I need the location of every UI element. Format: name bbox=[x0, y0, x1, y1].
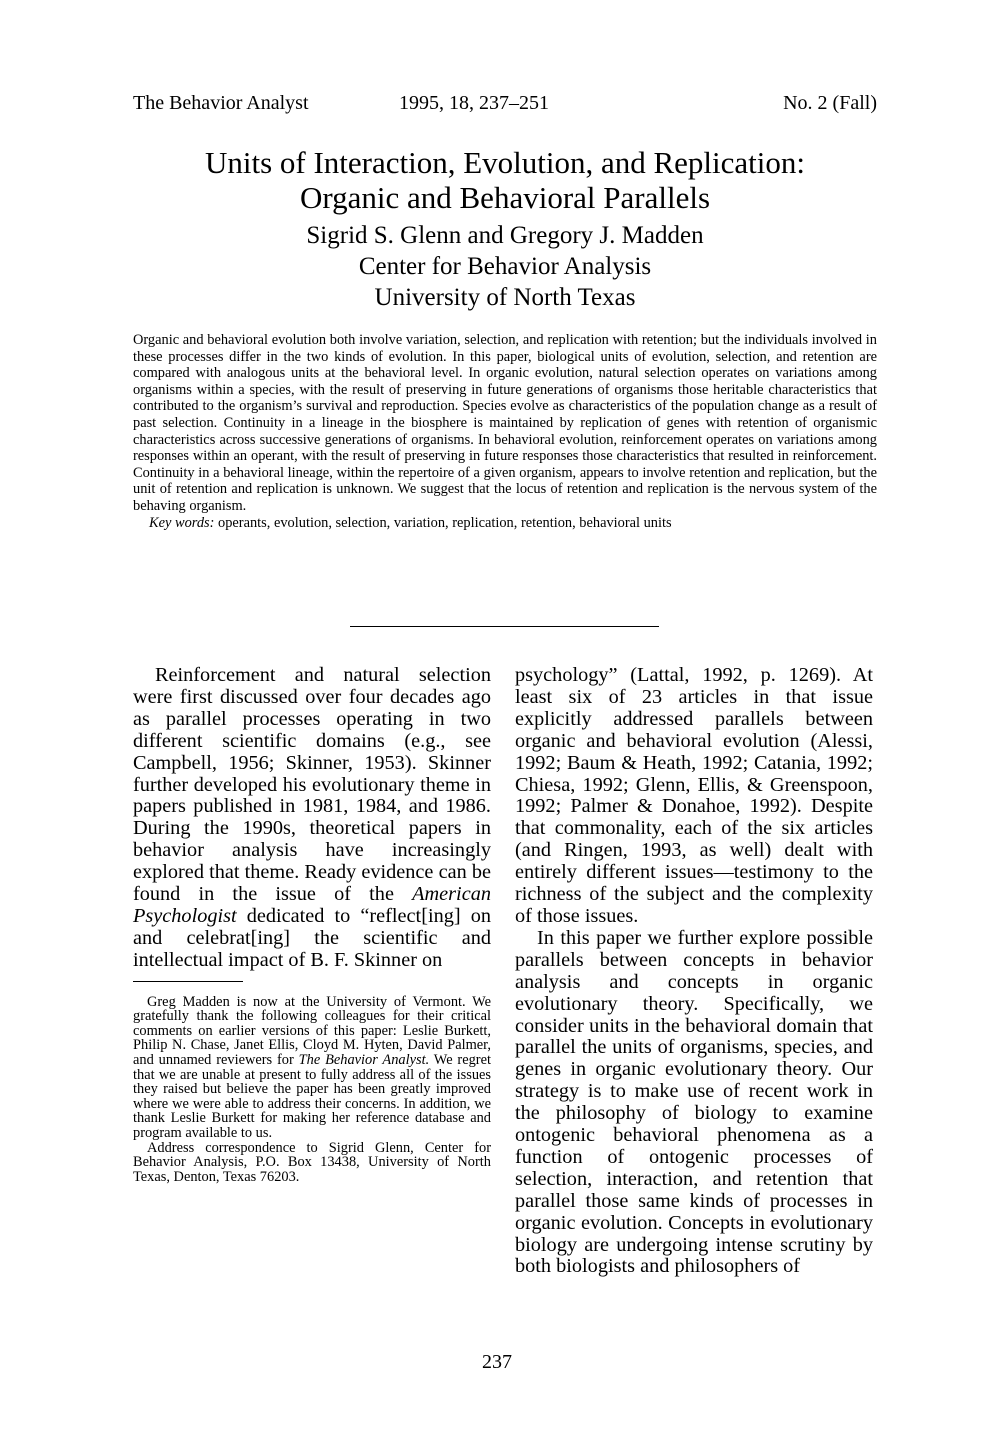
author-names: Sigrid S. Glenn and Gregory J. Madden bbox=[306, 222, 704, 249]
body-paragraph bbox=[133, 665, 491, 972]
footnote-acknowledgment bbox=[133, 995, 491, 1141]
footnote-ack-pre: Greg Madden is now at the University of Vermont. We gratefully thank the following colleagues for their critical comments on earlier versions of this paper: Leslie Burkett, Philip N. Chase, Janet Ellis, Cloyd M. Hyten, David Palmer, and unnamed reviewers for bbox=[133, 993, 491, 1069]
volume-info: 1995, 18, 237–251 bbox=[399, 92, 549, 114]
journal-title-italic: American Psychologist bbox=[133, 883, 491, 927]
title-block bbox=[100, 145, 910, 313]
body-paragraph: In this paper we further explore possible parallels between concepts in behavior analysis and concepts in organic evolutionary theory. Specifically, we consider units in the behavioral domain that parallel the units of organisms, species, and genes in organic evolutionary theory. Our strategy is to make use of recent work in the philosophy of biology to examine ontogenic behavioral phenomena as a function of ontogenic processes of selection, interaction, and retention that parallel those same kinds of processes in organic evolution. Concepts in evolutionary biology are undergoing intense scrutiny by both biologists and philosophers of bbox=[515, 926, 873, 1278]
footnote-rule bbox=[133, 981, 243, 982]
keywords-label: Key words: bbox=[149, 514, 215, 531]
title-line-2: Organic and Behavioral Parallels bbox=[299, 180, 711, 215]
footnotes bbox=[133, 995, 491, 1185]
page-number: 237 bbox=[482, 1351, 512, 1373]
section-divider bbox=[350, 626, 659, 627]
body-column-left bbox=[133, 665, 491, 1184]
affiliation-center: Center for Behavior Analysis bbox=[358, 253, 652, 280]
body-column-right bbox=[515, 665, 873, 1278]
keywords-list: operants, evolution, selection, variation, replication, retention, behavioral units bbox=[218, 514, 672, 531]
title-line-1: Units of Interaction, Evolution, and Replication: bbox=[204, 145, 806, 180]
article-title bbox=[100, 145, 910, 215]
footnote-journal-italic: The Behavior Analyst. bbox=[298, 1052, 430, 1069]
running-head bbox=[133, 92, 877, 118]
issue-info: No. 2 (Fall) bbox=[783, 92, 877, 114]
abstract-text: Organic and behavioral evolution both involve variation, selection, and replication with retention; but the individuals involved in these processes differ in the two kinds of evolution. In this paper, biological units of evolution, selection, and retention are compared with analogous units at the behavioral level. In organic evolution, natural selection operates on variations among organisms within a species, with the result of preserving in future generations of organisms those heritable characteristics that contributed to the organism’s survival and reproduction. Species evolve as characteristics of the population change as a result of past selection. Continuity in a lineage in the biosphere is maintained by replication of genes with retention of organismic characteristics across successive generations of organisms. In behavioral evolution, reinforcement operates on variations among responses within an operant, with the result of preserving in future responses those characteristics that resulted in reinforcement. Continuity in a behavioral lineage, within the repertoire of a given organism, appears to involve retention and replication, but the unit of retention and replication is unknown. We suggest that the locus of retention and replication is the nervous system of the behaving organism. bbox=[133, 332, 877, 514]
affiliation-university: University of North Texas bbox=[374, 284, 636, 311]
body-text-left-pre: Reinforcement and natural selection were first discussed over four decades ago as parallel processes operating in two different scientific domains (e.g., see Campbell, 1956; Skinner, 1953). Skinner further developed his evolutionary theme in papers published in 1981, 1984, and 1986. During the 1990s, theoretical papers in behavior analysis have increasingly explored that theme. Ready evidence can be found in the issue of the bbox=[133, 664, 491, 906]
footnote-correspondence: Address correspondence to Sigrid Glenn, Center for Behavior Analysis, P.O. Box 13438, University of North Texas, Denton, Texas 76203. bbox=[133, 1139, 491, 1185]
body-text-left-post: dedicated to “reflect[ing] on and celebrat[ing] the scientific and intellectual impact of B. F. Skinner on bbox=[133, 904, 491, 971]
abstract bbox=[133, 332, 877, 531]
body-paragraph-continued: psychology” (Lattal, 1992, p. 1269). At least six of 23 articles in that issue explicitly addressed parallels between organic and behavioral evolution (Alessi, 1992; Baum & Heath, 1992; Catania, 1992; Chiesa, 1992; Glenn, Ellis, & Greenspoon, 1992; Palmer & Donahoe, 1992). Despite that commonality, each of the six articles (and Ringen, 1993, as well) dealt with entirely different issues—testimony to the richness of the subject and the complexity of those issues. bbox=[515, 664, 873, 927]
footnote-ack-post: We regret that we are unable at present to fully address all of the issues they raised but believe the paper has been greatly improved where we were able to address their concerns. In addition, we thank Leslie Burkett for making her reference database and program available to us. bbox=[133, 1052, 491, 1142]
keywords-line bbox=[133, 515, 877, 532]
journal-name: The Behavior Analyst bbox=[133, 92, 309, 114]
